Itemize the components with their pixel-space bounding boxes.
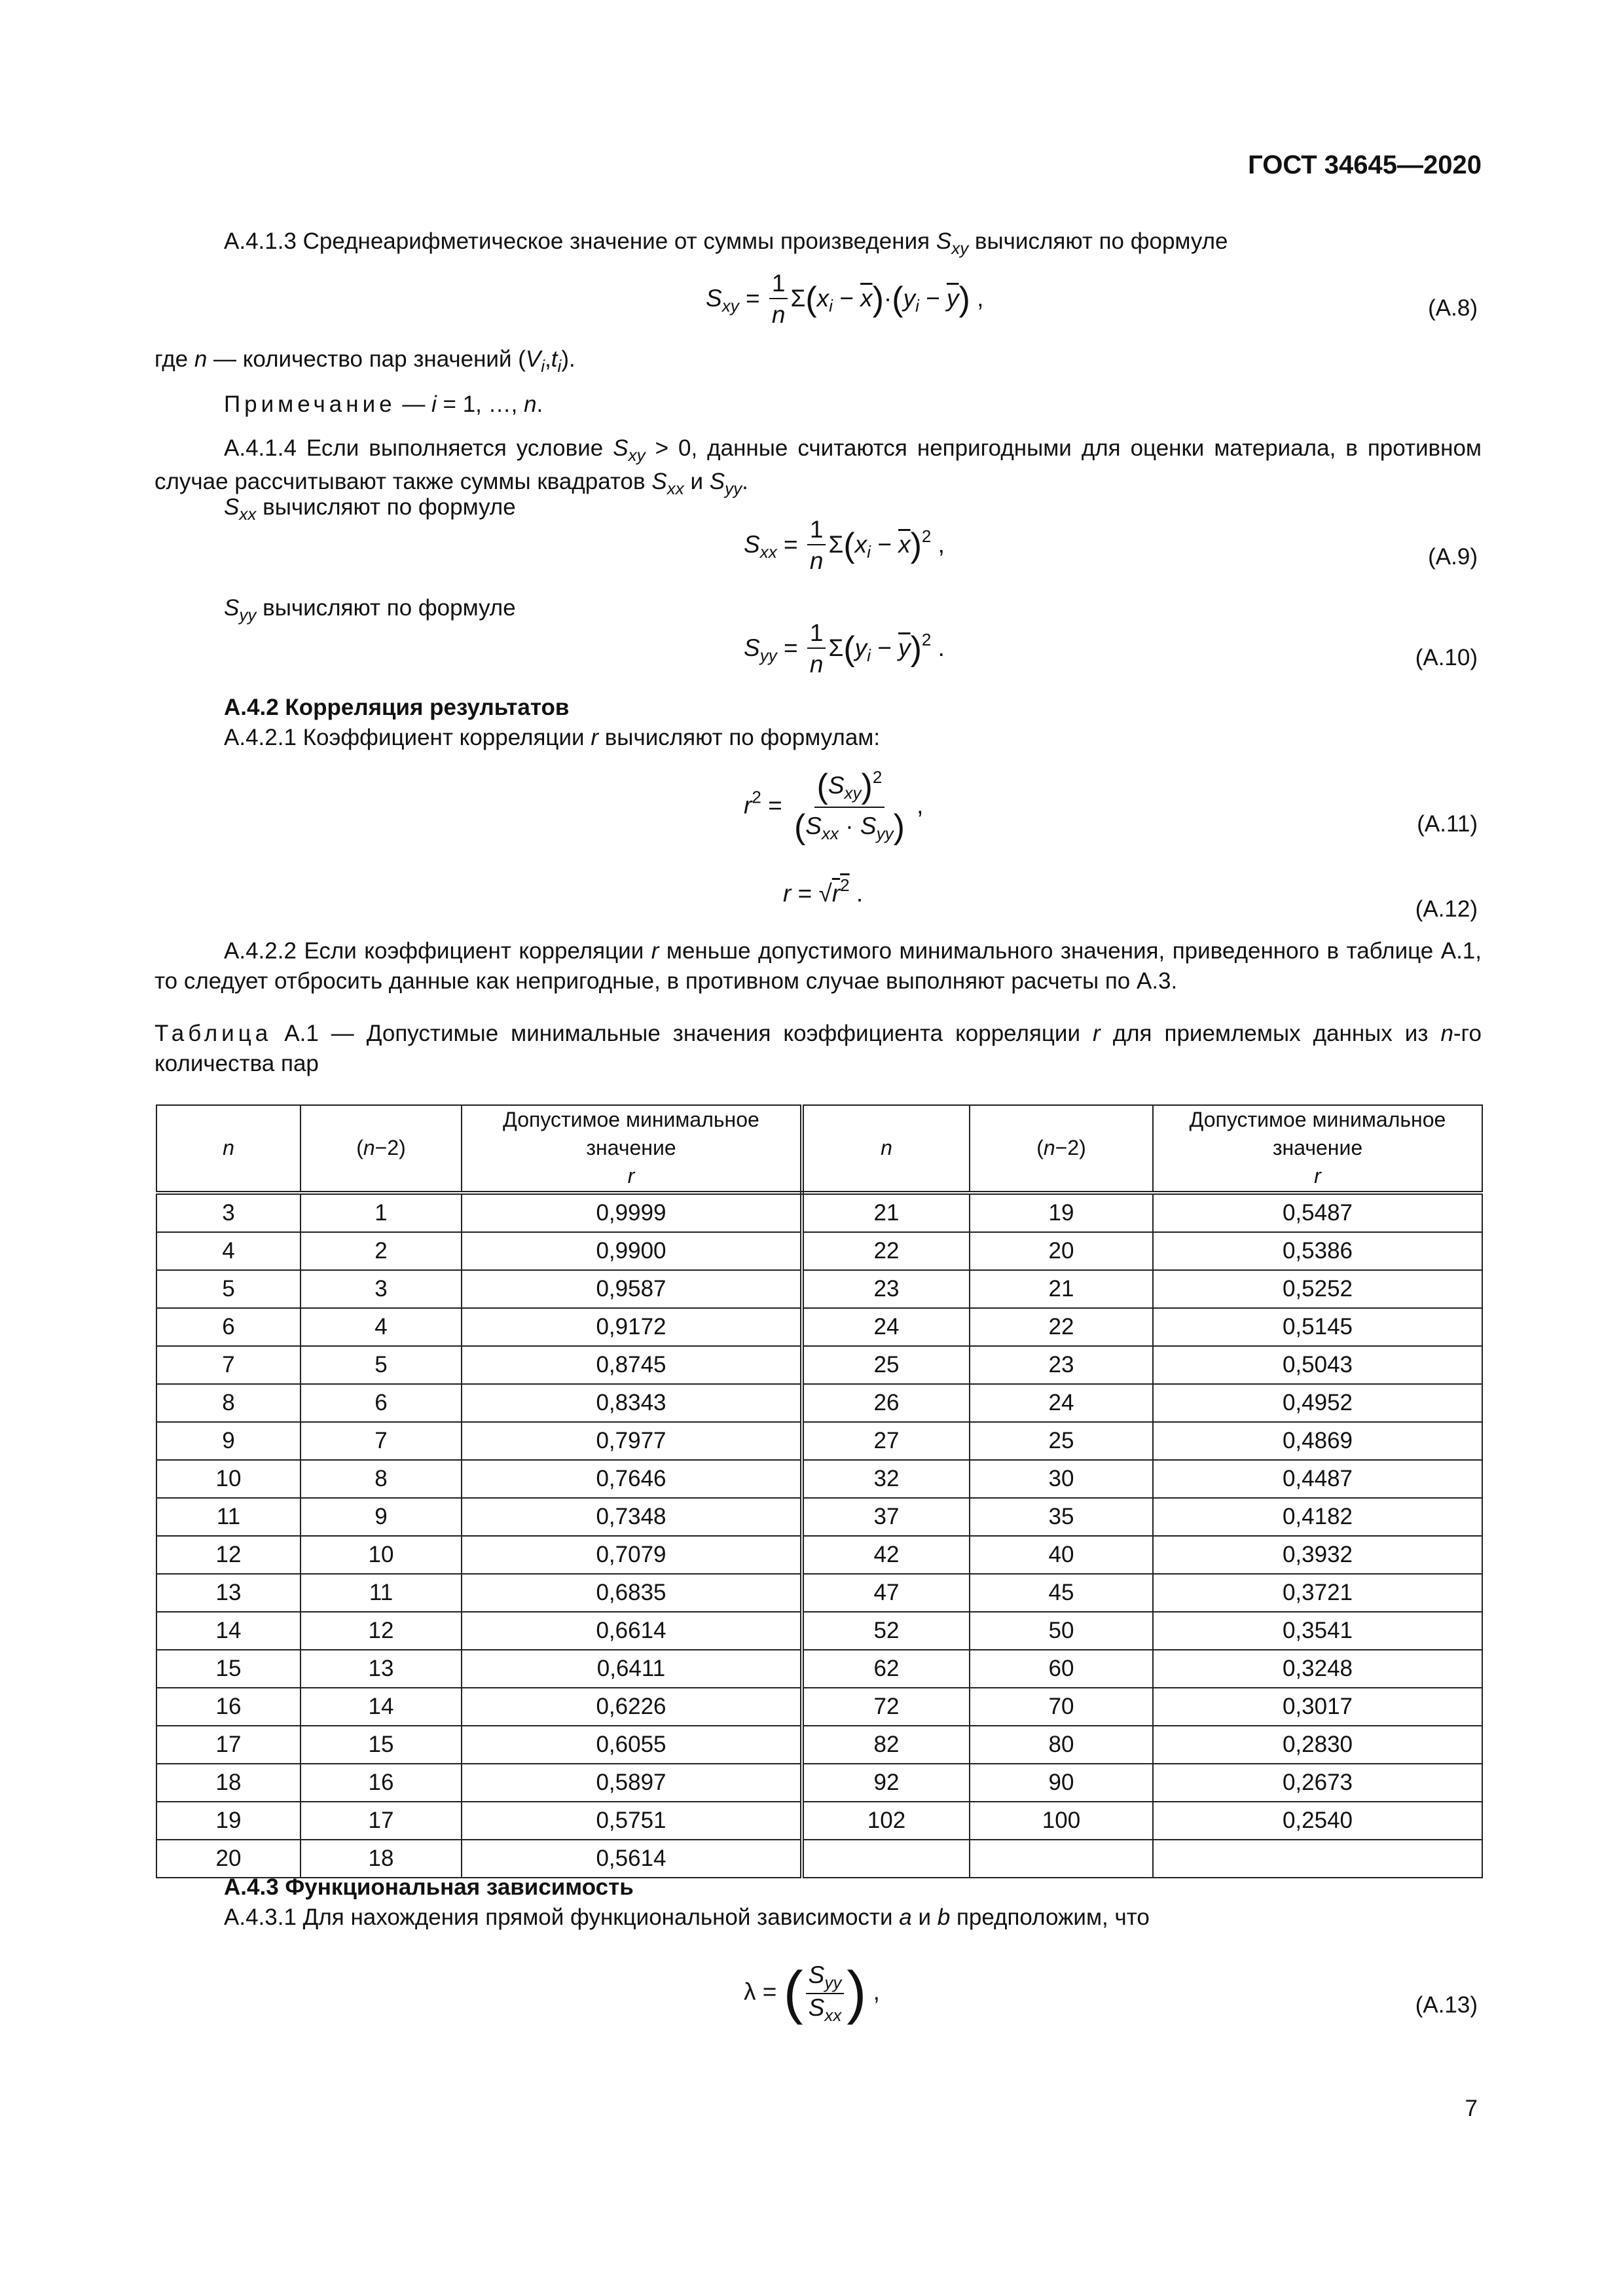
table-cell: 0,2673 [1153,1764,1482,1802]
table-cell: 11 [301,1574,462,1612]
table-cell: 5 [301,1346,462,1384]
header-n-minus-2 [970,1105,1153,1193]
table-cell: 21 [970,1270,1153,1308]
sym: S [805,812,822,839]
table-cell: 0,3721 [1153,1574,1482,1612]
denominator: $(S_{xx} \cdot S_{yy})$ [793,807,905,846]
sym-mean: $\overline{x}$ [898,531,911,558]
text: и [918,1904,931,1930]
table-cell: 26 [802,1384,970,1422]
header-min-value [1153,1105,1482,1193]
table-cell: 17 [301,1802,462,1840]
table-body [156,1193,1482,1878]
sym: y [903,285,916,312]
sym: n [1440,1021,1453,1046]
table-cell: 18 [301,1840,462,1878]
sym: r [744,792,752,819]
sigma-symbol: Σ [828,531,844,558]
table-row [156,1840,1482,1878]
table-cell: 20 [970,1232,1153,1270]
table-cell: 42 [802,1536,970,1574]
sym: S [828,772,845,799]
power: 2 [872,767,883,787]
table-cell: 82 [802,1726,970,1764]
sub: xx [821,823,839,843]
table-cell: 0,7977 [462,1422,802,1460]
sym: S [224,595,240,621]
table-cell: 2 [301,1232,462,1270]
formula-a9: $S_{xx}$ = $\frac{1}{n}$ $\Sigma(x_i - \overline{x})^2$ , [744,516,945,577]
denominator: n [809,650,824,678]
text: для приемлемых данных из [1112,1021,1429,1046]
fraction [769,270,788,331]
table-cell: 15 [156,1650,301,1688]
paragraph-a421 [224,723,880,753]
fraction [806,1961,845,2026]
table-cell: 14 [301,1688,462,1726]
op: · [883,285,892,312]
text: где [155,346,194,372]
sub: yy [876,823,894,843]
sub: xy [628,445,646,465]
sub: xy [951,238,969,258]
table-cell: 0,7079 [462,1536,802,1574]
text: А.4.1.3 Среднеарифметическое значение от суммы произведения [224,228,930,254]
table-cell: 0,5897 [462,1764,802,1802]
table-cell: 6 [301,1384,462,1422]
table-cell: 17 [156,1726,301,1764]
op: = [791,880,819,907]
sym-mean: $\overline{y}$ [898,634,911,662]
text: и [690,468,704,494]
text: А.1 — Допустимые минимальные значения коэффициента корреляции [284,1021,1081,1046]
table-cell: 21 [802,1193,970,1232]
table-row [156,1650,1482,1688]
fraction [792,767,907,847]
sym: S [224,494,240,520]
numerator [806,1961,845,1994]
table-row [156,1802,1482,1840]
table-cell: 23 [802,1270,970,1308]
table-row [156,1422,1482,1460]
sub: yy [759,646,777,666]
table-cell: 0,8745 [462,1346,802,1384]
table-cell: 12 [301,1612,462,1650]
denominator: n [771,301,786,328]
sym: a [899,1904,912,1930]
table-cell: 0,3248 [1153,1650,1482,1688]
table-cell: 4 [301,1308,462,1346]
table-cell: 70 [970,1688,1153,1726]
op: − [832,285,861,312]
sub: i [557,356,562,376]
op: = [756,1978,784,2005]
text: ( [1036,1136,1044,1160]
op: = [776,531,805,558]
sub: xx [239,504,257,524]
table-cell: 0,9900 [462,1232,802,1270]
header-min-value [462,1105,802,1193]
section-heading-a43: А.4.3 Функциональная зависимость [224,1874,634,1900]
sigma-symbol: Σ [790,285,806,312]
table-cell: 4 [156,1232,301,1270]
table-row [156,1346,1482,1384]
table-cell: 22 [970,1308,1153,1346]
sym: t [551,346,558,372]
text: А.4.3.1 Для нахождения прямой функциональной зависимости [224,1904,893,1930]
power: 2 [921,630,932,650]
sym: S [744,531,760,558]
formula-a13: λ = ( $\frac{S_{yy}}{S_{xx}}$ ) , [744,1960,880,2026]
table-row [156,1270,1482,1308]
paragraph-a422 [155,936,1482,996]
sym: r [831,880,841,907]
table-cell: 7 [301,1422,462,1460]
sub: xx [824,2005,842,2025]
table-row [156,1193,1482,1232]
sym: n [194,346,208,372]
text: А.4.1.4 Если выполняется условие [224,435,604,461]
text: ( [356,1136,363,1160]
sub: i [867,542,871,562]
table-cell: 10 [301,1536,462,1574]
numerator: 1 [807,619,826,649]
table-cell: 35 [970,1498,1153,1536]
text: — [395,392,432,417]
table-cell: 18 [156,1764,301,1802]
table-cell: 0,5487 [1153,1193,1482,1232]
sub: xy [844,783,862,803]
sym: S [808,1961,825,1988]
text: −2) [1055,1136,1086,1160]
table-cell: 6 [156,1308,301,1346]
sym-mean: $\overline{y}$ [947,285,959,312]
paragraph-a413 [224,227,1228,260]
text: > 0, данные считаются непригодными для оценки материала, в противном случае рассчитывают также суммы квадратов [155,435,1482,494]
paragraph-a431 [224,1903,1150,1933]
table-cell: 62 [802,1650,970,1688]
sub: i [541,356,545,376]
table-cell: 24 [970,1384,1153,1422]
equation-number: (А.8) [1428,295,1478,321]
punct: . [536,392,543,417]
table-cell: 0,4869 [1153,1422,1482,1460]
sym: S [936,228,952,254]
table-cell: 5 [156,1270,301,1308]
sym: i [431,392,437,417]
sym: n [363,1136,375,1160]
table-cell: 50 [970,1612,1153,1650]
text: А.4.2.2 Если коэффициент корреляции [224,938,644,964]
punct: , [545,346,551,372]
sub: i [867,646,871,666]
op: − [919,285,947,312]
sym: S [709,468,725,494]
table-cell: 37 [802,1498,970,1536]
table-cell: 0,8343 [462,1384,802,1422]
note-label: Примечание [224,392,396,417]
power: 2 [840,875,850,895]
table-cell: 1 [301,1193,462,1232]
table-cell: 25 [802,1346,970,1384]
table-cell: 80 [970,1726,1153,1764]
sub: i [829,296,833,316]
table-cell: 100 [970,1802,1153,1840]
paragraph-syy [224,593,516,627]
text: предположим, что [956,1904,1150,1930]
text: — количество пар значений ( [207,346,526,372]
header-n [802,1105,970,1193]
equation-number: (А.13) [1415,1992,1478,2018]
section-heading-a42: А.4.2 Корреляция результатов [224,695,570,720]
sym: r [1314,1164,1321,1188]
table-row [156,1726,1482,1764]
table-cell: 0,5043 [1153,1346,1482,1384]
op: = [761,792,789,819]
table-cell: 0,5751 [462,1802,802,1840]
fraction [807,516,826,577]
table-cell: 30 [970,1460,1153,1498]
table-cell: 0,9172 [462,1308,802,1346]
table-row [156,1536,1482,1574]
sym-mean: $\overline{x}$ [860,285,873,312]
sym: r [783,880,792,907]
table-cell: 20 [156,1840,301,1878]
table-cell: 60 [970,1650,1153,1688]
table-cell: 9 [156,1422,301,1460]
sym: S [651,468,667,494]
text: вычисляют по формуле [263,494,516,520]
text: вычисляют по формуле [263,595,516,621]
punct: , [909,792,924,819]
sym: r [591,725,598,750]
sym: S [860,812,877,839]
sub: xx [759,542,777,562]
power: 2 [921,526,932,547]
equation-number: (А.11) [1417,811,1478,837]
sub: yy [824,1972,842,1992]
sub: xy [721,296,739,316]
correlation-table [156,1104,1483,1878]
sym: V [525,346,541,372]
sym: x [816,285,830,312]
formula-a11 [744,767,923,847]
table-cell: 0,3932 [1153,1536,1482,1574]
table-cell [1153,1840,1482,1878]
table-cell: 3 [301,1270,462,1308]
table-cell: 32 [802,1460,970,1498]
table-cell [802,1840,970,1878]
table-row [156,1574,1482,1612]
table-cell: 27 [802,1422,970,1460]
table-cell: 0,5145 [1153,1308,1482,1346]
table-row [156,1498,1482,1536]
equation-number: (А.12) [1415,896,1478,922]
op: − [870,531,899,558]
table-cell: 0,7348 [462,1498,802,1536]
formula-a8: $S_{xy}$ = $\frac{1}{n}$ $\Sigma(x_i - \overline{x})\cdot(y_i - \overline{y})$ , [706,270,983,331]
punct: . [742,468,748,494]
text: −2) [374,1136,406,1160]
table-cell: 47 [802,1574,970,1612]
punct: . [849,880,864,907]
table-cell: 0,4182 [1153,1498,1482,1536]
table-cell: 15 [301,1726,462,1764]
header-n-minus-2 [301,1105,462,1193]
table-cell: 9 [301,1498,462,1536]
sym: n [223,1136,234,1160]
table-cell: 3 [156,1193,301,1232]
text: = 1, …, [436,392,524,417]
page-number: 7 [1465,2096,1478,2121]
table-cell: 0,6411 [462,1650,802,1688]
table-row [156,1612,1482,1650]
table-cell: 8 [301,1460,462,1498]
table-cell: 16 [301,1764,462,1802]
op: = [776,634,805,662]
sym: y [854,634,867,662]
table-header-row [156,1105,1482,1193]
equation-number: (А.10) [1415,645,1478,670]
fraction [807,619,826,680]
equation-number: (А.9) [1428,544,1478,570]
table-cell: 45 [970,1574,1153,1612]
text: ). [561,346,575,372]
text: -го количества пар [155,1021,1482,1076]
sym: x [854,531,867,558]
table-cell: 0,9587 [462,1270,802,1308]
table-row [156,1384,1482,1422]
sym: n [524,392,537,417]
power: 2 [752,787,761,807]
sub: yy [725,478,742,498]
table-cell: 24 [802,1308,970,1346]
table-cell: 23 [970,1346,1153,1384]
note [224,390,543,420]
table-cell: 19 [970,1193,1153,1232]
punct: , [866,1978,880,2005]
sym: b [937,1904,951,1930]
table-row [156,1688,1482,1726]
text: вычисляют по формулам: [604,725,881,750]
sym: S [613,435,629,461]
table-cell: 0,7646 [462,1460,802,1498]
sym: S [706,285,722,312]
table-cell: 92 [802,1764,970,1802]
text: Допустимое минимальное значение [1189,1108,1446,1160]
document-code: ГОСТ 34645—2020 [1248,151,1482,179]
table-cell: 0,6614 [462,1612,802,1650]
numerator: 1 [769,270,788,299]
sym: r [651,938,659,964]
text: вычисляют по формуле [974,228,1228,254]
table-cell: 0,5614 [462,1840,802,1878]
punct: , [970,285,984,312]
table-cell: 102 [802,1802,970,1840]
text: А.4.2.1 Коэффициент корреляции [224,725,585,750]
table-cell: 22 [802,1232,970,1270]
sub: i [915,296,919,316]
formula-a12 [783,875,863,909]
numerator: 1 [807,516,826,545]
table-cell: 0,4952 [1153,1384,1482,1422]
op: = [739,285,767,312]
table-cell: 25 [970,1422,1153,1460]
formula-a10: $S_{yy}$ = $\frac{1}{n}$ $\Sigma(y_i - \overline{y})^2$ . [744,619,945,680]
op: − [870,634,899,662]
sym: n [881,1136,892,1160]
table-cell: 0,5386 [1153,1232,1482,1270]
op: · [838,812,860,839]
denominator: n [809,547,824,574]
table-cell: 0,6055 [462,1726,802,1764]
table-cell: 13 [156,1574,301,1612]
table-cell: 72 [802,1688,970,1726]
punct: . [931,634,945,662]
table-cell: 52 [802,1612,970,1650]
paragraph-where [155,344,575,378]
table-cell: 12 [156,1536,301,1574]
table-cell: 0,4487 [1153,1460,1482,1498]
table-cell: 11 [156,1498,301,1536]
table-cell: 10 [156,1460,301,1498]
text: Допустимое минимальное значение [503,1108,759,1160]
sym: λ [744,1978,756,2005]
table-cell: 13 [301,1650,462,1688]
table-cell: 19 [156,1802,301,1840]
sub: xx [666,478,684,498]
table-cell: 0,3541 [1153,1612,1482,1650]
table-cell: 0,2540 [1153,1802,1482,1840]
sym: r [627,1164,635,1188]
table-cell: 16 [156,1688,301,1726]
sym: n [1043,1136,1055,1160]
table-cell: 40 [970,1536,1153,1574]
sym: r [1093,1021,1101,1046]
table-cell: 14 [156,1612,301,1650]
sqrt-symbol: √ [818,880,832,907]
sym: S [808,1994,825,2021]
paragraph-sxx [224,492,516,526]
table-cell: 0,5252 [1153,1270,1482,1308]
table-cell [970,1840,1153,1878]
table-row [156,1308,1482,1346]
table-cell: 0,9999 [462,1193,802,1232]
table-cell: 0,6226 [462,1688,802,1726]
paragraph-a414 [155,433,1482,500]
table-cell: 8 [156,1384,301,1422]
table-row [156,1460,1482,1498]
table-cell: 0,6835 [462,1574,802,1612]
table-caption [155,1019,1482,1078]
table-cell: 0,3017 [1153,1688,1482,1726]
table-cell: 90 [970,1764,1153,1802]
sub: yy [239,605,257,625]
header-n [156,1105,301,1193]
caption-label: Таблица [155,1021,272,1046]
punct: , [931,531,945,558]
sym: S [744,634,760,662]
table-row [156,1764,1482,1802]
sigma-symbol: Σ [828,634,844,662]
table-row [156,1232,1482,1270]
text: меньше допустимого минимального значения, приведенного в таблице А.1, то следует отбросить данные как непригодные, в противном случае выполняют расчеты по А.3. [155,938,1482,994]
table-cell: 7 [156,1346,301,1384]
numerator: $(S_{xy})^2$ [814,767,885,808]
denominator [806,1994,845,2026]
table-cell: 0,2830 [1153,1726,1482,1764]
